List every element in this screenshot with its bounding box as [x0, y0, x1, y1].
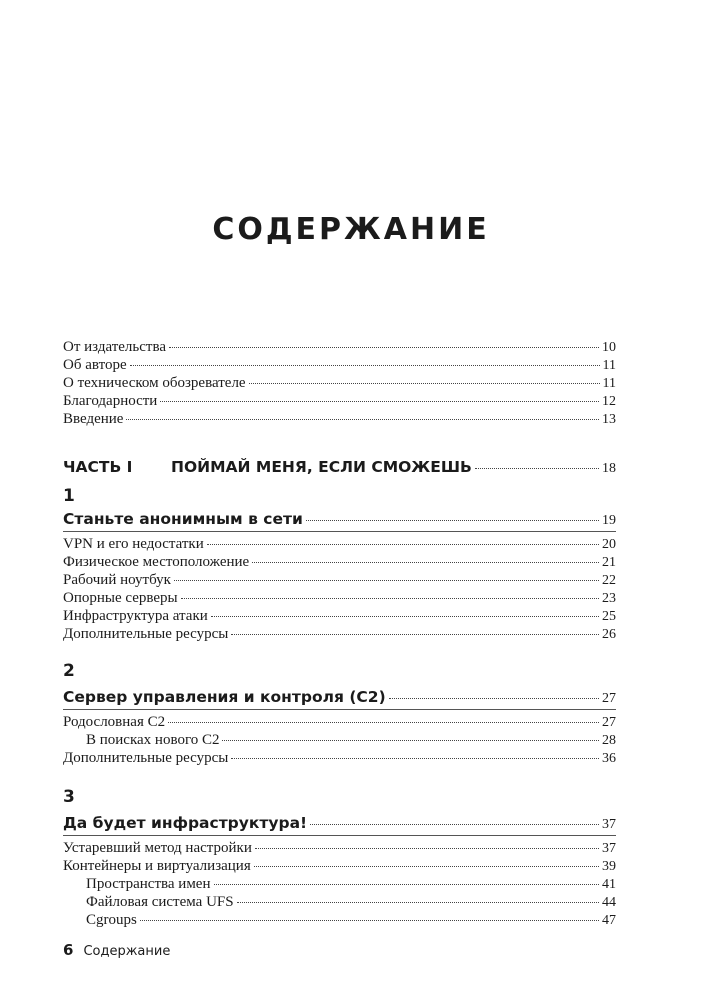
toc-entry[interactable]: [63, 392, 616, 411]
toc-entry[interactable]: [63, 749, 616, 768]
dot-leader: [310, 824, 599, 825]
toc-entry-page: 12: [602, 394, 616, 409]
toc-entry-text: VPN и его недостатки: [63, 536, 204, 552]
toc-entry-page: 21: [602, 555, 616, 570]
toc-entry[interactable]: [63, 410, 616, 429]
toc-entry-page: 22: [602, 573, 616, 588]
toc-entry-text: Пространства имен: [86, 876, 211, 892]
toc-entry-page: 28: [602, 733, 616, 748]
dot-leader: [231, 634, 599, 635]
dot-leader: [207, 544, 599, 545]
part-title: ПОЙМАЙ МЕНЯ, ЕСЛИ СМОЖЕШЬ: [171, 458, 472, 476]
dot-leader: [214, 884, 600, 885]
toc-entry-page: 44: [602, 895, 616, 910]
chapter-title: Да будет инфраструктура!: [63, 814, 308, 832]
toc-entry-text: Опорные серверы: [63, 590, 178, 606]
dot-leader: [140, 920, 599, 921]
chapter-title-entry[interactable]: [63, 688, 616, 708]
toc-entry[interactable]: [63, 589, 616, 608]
chapter-number: 3: [63, 787, 75, 807]
toc-entry-text: Дополнительные ресурсы: [63, 626, 229, 642]
toc-entry[interactable]: [63, 356, 616, 375]
toc-entry[interactable]: [63, 839, 616, 858]
toc-entry[interactable]: [63, 374, 616, 393]
dot-leader: [181, 598, 599, 599]
chapter-divider: [63, 709, 616, 710]
dot-leader: [211, 616, 599, 617]
dot-leader: [174, 580, 599, 581]
page-footer: [63, 941, 170, 959]
toc-entry[interactable]: [63, 607, 616, 626]
toc-subentry[interactable]: [86, 875, 616, 894]
dot-leader: [169, 347, 599, 348]
toc-entry-page: 27: [602, 715, 616, 730]
toc-subentry[interactable]: [86, 731, 616, 750]
toc-entry-text: Об авторе: [63, 357, 127, 373]
dot-leader: [475, 468, 599, 469]
toc-entry-page: 37: [602, 841, 616, 856]
toc-entry-text: Инфраструктура атаки: [63, 608, 208, 624]
toc-entry[interactable]: [63, 857, 616, 876]
toc-entry-page: 47: [602, 913, 616, 928]
toc-entry-text: Благодарности: [63, 393, 158, 409]
dot-leader: [254, 866, 599, 867]
dot-leader: [160, 401, 599, 402]
toc-entry-text: Файловая система UFS: [86, 894, 234, 910]
toc-entry-text: Дополнительные ресурсы: [63, 750, 229, 766]
toc-part-heading[interactable]: [63, 458, 616, 478]
toc-entry-page: 23: [602, 591, 616, 606]
dot-leader: [255, 848, 599, 849]
dot-leader: [222, 740, 599, 741]
toc-entry-page: 26: [602, 627, 616, 642]
chapter-title: Сервер управления и контроля (С2): [63, 688, 386, 706]
footer-label: Содержание: [83, 944, 171, 959]
dot-leader: [252, 562, 599, 563]
toc-entry-page: 36: [602, 751, 616, 766]
toc-entry-page: 13: [602, 412, 616, 427]
toc-entry-text: От издательства: [63, 339, 167, 355]
toc-entry[interactable]: [63, 713, 616, 732]
toc-entry-page: 39: [602, 859, 616, 874]
toc-entry-page: 10: [602, 340, 616, 355]
toc-entry-page: 37: [602, 817, 616, 832]
dot-leader: [237, 902, 599, 903]
toc-subentry[interactable]: [86, 911, 616, 930]
chapter-title: Станьте анонимным в сети: [63, 510, 303, 528]
dot-leader: [249, 383, 600, 384]
toc-entry-text: В поисках нового С2: [86, 732, 220, 748]
chapter-title-entry[interactable]: [63, 510, 616, 530]
toc-entry-page: 18: [602, 461, 616, 476]
dot-leader: [126, 419, 599, 420]
toc-entry-text: О техническом обозревателе: [63, 375, 246, 391]
toc-entry-text: Введение: [63, 411, 124, 427]
toc-entry-page: 19: [602, 513, 616, 528]
toc-entry-text: Cgroups: [86, 912, 137, 928]
toc-entry-page: 20: [602, 537, 616, 552]
toc-entry[interactable]: [63, 338, 616, 357]
toc-entry-page: 11: [602, 358, 616, 373]
chapter-number: 1: [63, 486, 75, 506]
toc-entry-text: Рабочий ноутбук: [63, 572, 171, 588]
dot-leader: [168, 722, 599, 723]
dot-leader: [306, 520, 599, 521]
toc-entry-page: 27: [602, 691, 616, 706]
toc-entry[interactable]: [63, 553, 616, 572]
chapter-number: 2: [63, 661, 75, 681]
toc-entry[interactable]: [63, 535, 616, 554]
chapter-divider: [63, 835, 616, 836]
part-label: ЧАСТЬ I: [63, 458, 133, 476]
toc-entry-text: Родословная С2: [63, 714, 166, 730]
toc-entry[interactable]: [63, 571, 616, 590]
chapter-divider: [63, 531, 616, 532]
dot-leader: [389, 698, 599, 699]
toc-subentry[interactable]: [86, 893, 616, 912]
page-title: СОДЕРЖАНИЕ: [212, 212, 490, 247]
toc-entry-text: Устаревший метод настройки: [63, 840, 252, 856]
toc-entry-page: 41: [602, 877, 616, 892]
toc-entry-page: 11: [602, 376, 616, 391]
toc-entry-text: Физическое местоположение: [63, 554, 250, 570]
toc-entry-text: Контейнеры и виртуализация: [63, 858, 251, 874]
toc-entry-page: 25: [602, 609, 616, 624]
dot-leader: [231, 758, 599, 759]
footer-page-number: 6: [63, 941, 74, 959]
toc-entry[interactable]: [63, 625, 616, 644]
chapter-title-entry[interactable]: [63, 814, 616, 834]
dot-leader: [130, 365, 600, 366]
